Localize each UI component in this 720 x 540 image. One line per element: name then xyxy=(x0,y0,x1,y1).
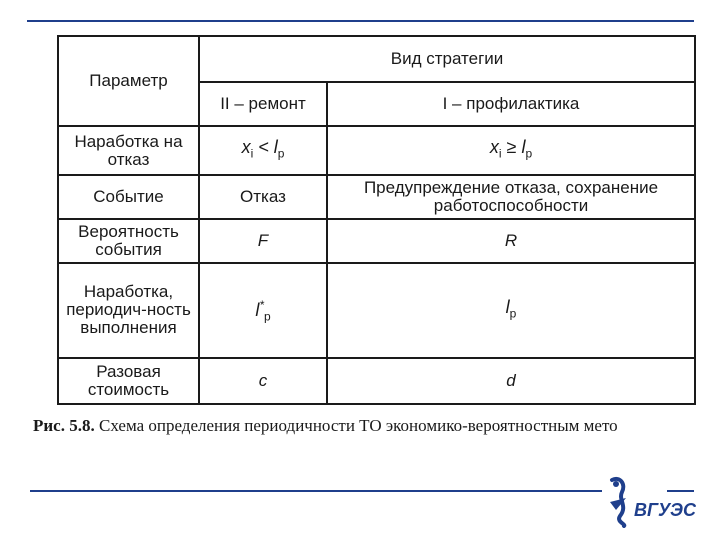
header-repair: II – ремонт xyxy=(199,82,327,126)
repair-mtbf: $x_i < l_p$ xyxy=(199,126,327,174)
header-parameter: Параметр xyxy=(58,36,199,126)
param-probability: Вероятность события xyxy=(58,219,199,263)
param-cost: Разовая стоимость xyxy=(58,358,199,404)
university-logo xyxy=(606,472,696,528)
figure-caption xyxy=(33,416,713,436)
caption-text: Схема определения периодичности ТО экономико-вероятностным мето xyxy=(94,416,618,435)
prophylaxis-probability: R xyxy=(327,219,695,263)
prophylaxis-mtbf: $x_i \ge l_p$ xyxy=(327,126,695,174)
repair-probability: F xyxy=(199,219,327,263)
repair-cost: c xyxy=(199,358,327,404)
prophylaxis-period: $l_p$ xyxy=(327,263,695,358)
header-prophylaxis: I – профилактика xyxy=(327,82,695,126)
top-rule xyxy=(27,20,694,22)
logo-text: ВГУЭС xyxy=(634,500,696,520)
prophylaxis-event: Предупреждение отказа, сохранение работоспособности xyxy=(327,175,695,219)
prophylaxis-cost: d xyxy=(327,358,695,404)
param-mtbf: Наработка на отказ xyxy=(58,126,199,174)
param-event: Событие xyxy=(58,175,199,219)
strategy-table xyxy=(57,35,696,405)
param-period: Наработка, периодич-ность выполнения xyxy=(58,263,199,358)
bottom-rule xyxy=(30,490,602,492)
caption-label: Рис. 5.8. xyxy=(33,416,95,435)
repair-event: Отказ xyxy=(199,175,327,219)
header-strategy: Вид стратегии xyxy=(199,36,695,82)
repair-period: $l^*_p$ xyxy=(199,263,327,358)
